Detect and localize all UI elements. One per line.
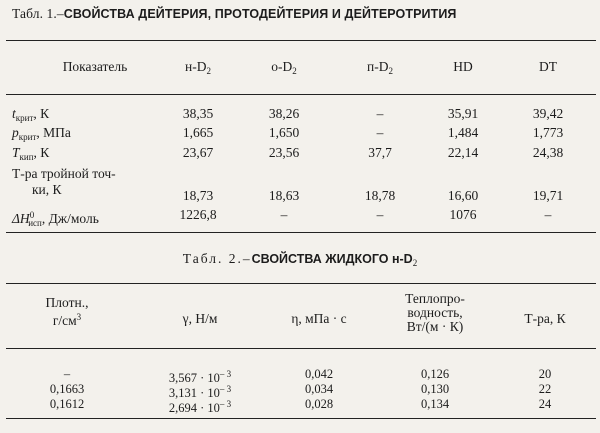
table2-row-3-gamma: $2,694 \cdot 10^{- 3}$ xyxy=(168,399,232,415)
table1-row-5-col-4: 1076 xyxy=(449,207,477,222)
table2-caption-prefix: Табл. 2.– xyxy=(182,251,252,266)
table1-row-5-col-3: – xyxy=(376,207,384,222)
table1-header-col-4: HD xyxy=(453,59,473,74)
table1-row-1-col-4: 35,91 xyxy=(447,106,479,121)
table2-row-3-conductivity: 0,134 xyxy=(420,397,450,411)
table2-header-temp: Т-ра, К xyxy=(524,311,566,326)
table1-row-2-col-2: 1,650 xyxy=(268,125,300,140)
table1-row-1-col-2: 38,26 xyxy=(268,106,300,121)
table2-row-3-temp: 24 xyxy=(538,397,552,411)
table1-row-2-col-4: 1,484 xyxy=(447,125,479,140)
table1-row-5-col-1: 1226,8 xyxy=(179,207,217,222)
table2-row-3-density: 0,1612 xyxy=(49,397,85,411)
table1-top-rule xyxy=(6,40,596,41)
table1-row-2-col-5: 1,773 xyxy=(532,125,564,140)
table1-row-5-label: $\Delta H^0_{исп}$, Дж/моль xyxy=(12,210,99,228)
table2-header-gamma: γ, Н/м xyxy=(182,311,218,326)
table1-row-4-col-2: 18,63 xyxy=(268,188,300,203)
table1-row-4-col-5: 19,71 xyxy=(532,188,564,203)
table1-row-3-col-2: 23,56 xyxy=(268,145,300,160)
table1-row-3-col-3: 37,7 xyxy=(368,145,392,160)
table1-header-rule xyxy=(6,94,596,95)
table2-row-2-density: 0,1663 xyxy=(49,382,85,396)
table1-row-3-col-4: 22,14 xyxy=(447,145,479,160)
table1-row-3-col-5: 24,38 xyxy=(532,145,564,160)
table1-row-5-col-5: – xyxy=(544,207,552,222)
table2-row-2-conductivity: 0,130 xyxy=(420,382,450,396)
table2-top-rule xyxy=(6,283,596,284)
table2-row-2-temp: 22 xyxy=(538,382,552,396)
table1-header-col-5: DT xyxy=(539,59,557,74)
table1-header-col-2: $о-D_2$ xyxy=(271,59,297,76)
table1-row-2-col-1: 1,665 xyxy=(182,125,214,140)
table1-caption xyxy=(12,6,592,22)
table2-row-2-eta: 0,034 xyxy=(304,382,334,396)
table1-row-1-col-1: 38,35 xyxy=(182,106,214,121)
table1-caption-title: СВОЙСТВА ДЕЙТЕРИЯ, ПРОТОДЕЙТЕРИЯ И ДЕЙТЕРОТРИТИЯ xyxy=(63,7,457,21)
table2-row-1-temp: 20 xyxy=(538,367,552,381)
table2-row-1-gamma: $3,567 \cdot 10^{- 3}$ xyxy=(168,369,232,385)
table1-caption-prefix: Табл. 1.– xyxy=(12,6,64,21)
table2-header-rule xyxy=(6,348,596,349)
table1-row-4-label-line2: ки, К xyxy=(32,182,62,197)
table2-caption-title: СВОЙСТВА ЖИДКОГО н-D xyxy=(251,252,413,266)
table1-row-3-col-1: 23,67 xyxy=(182,145,214,160)
table1-row-1-col-5: 39,42 xyxy=(532,106,564,121)
table2-header-conductivity: Теплопро- водность, Вт/(м · К) xyxy=(405,291,465,334)
table1-header-col-3: $п-D_2$ xyxy=(367,59,393,76)
table2-row-1-eta: 0,042 xyxy=(304,367,334,381)
table1-row-2-label: $p_{крит}$, МПа xyxy=(12,125,71,142)
table1-row-3-label: $T_{кип}$, К xyxy=(12,145,50,162)
table2-header-eta: η, мПа · с xyxy=(291,311,347,326)
table1-row-5-col-2: – xyxy=(280,207,288,222)
table2-row-1-conductivity: 0,126 xyxy=(420,367,450,381)
table1-row-4-label-line1: Т-ра тройной точ- xyxy=(12,166,116,181)
table1-row-4-col-3: 18,78 xyxy=(364,188,396,203)
table1-row-2-col-3: – xyxy=(376,125,384,140)
table2-row-2-gamma: $3,131 \cdot 10^{- 3}$ xyxy=(168,384,232,400)
table1-row-1-label: $t_{крит}$, К xyxy=(12,106,50,123)
table1-row-1-col-3: – xyxy=(376,106,384,121)
table1-row-4-col-1: 18,73 xyxy=(182,188,214,203)
table1-header-col-1: $н-D_2$ xyxy=(185,59,211,76)
table2-header-density: Плотн., $г/см^3$ xyxy=(45,295,89,328)
table1-header-indicator: Показатель xyxy=(62,59,128,74)
table2-bottom-rule xyxy=(6,418,596,419)
table1-row-4-col-4: 16,60 xyxy=(447,188,479,203)
table2-caption: Табл. 2.–СВОЙСТВА ЖИДКОГО $н-D_2$ xyxy=(182,251,418,268)
table1-bottom-rule xyxy=(6,232,596,233)
table2-row-1-density: – xyxy=(63,367,71,381)
table2-row-3-eta: 0,028 xyxy=(304,397,334,411)
